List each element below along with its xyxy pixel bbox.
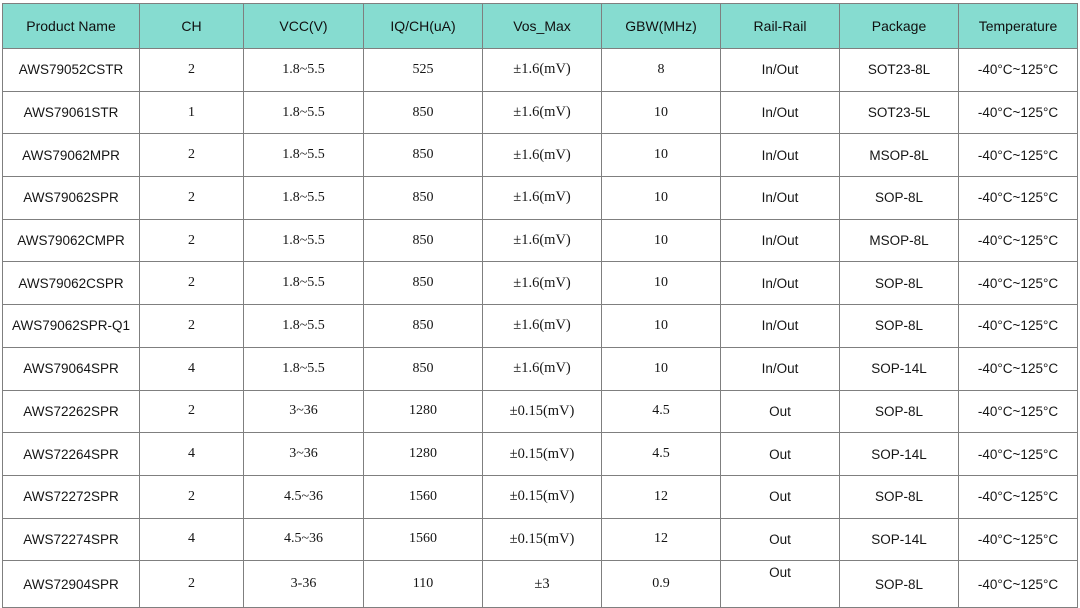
- table-row: [3, 390, 1078, 433]
- cell-vcc: 1.8~5.5: [244, 91, 364, 134]
- cell-gbw: 12: [602, 475, 721, 518]
- column-header-temperature: Temperature: [959, 4, 1078, 49]
- cell-vcc: 1.8~5.5: [244, 177, 364, 220]
- cell-gbw: 10: [602, 91, 721, 134]
- cell-ch: 2: [140, 49, 244, 92]
- cell-temperature: -40°C~125°C: [959, 91, 1078, 134]
- cell-gbw: 10: [602, 305, 721, 348]
- cell-iq-per-ch: 850: [364, 347, 483, 390]
- cell-iq-per-ch: 110: [364, 561, 483, 608]
- cell-package: SOP-14L: [840, 347, 959, 390]
- table-header: [3, 4, 1078, 49]
- cell-temperature: -40°C~125°C: [959, 518, 1078, 561]
- cell-package: SOP-8L: [840, 390, 959, 433]
- cell-vos-max: ±1.6(mV): [483, 134, 602, 177]
- cell-ch: 2: [140, 134, 244, 177]
- cell-product-name: AWS79062CSPR: [3, 262, 140, 305]
- cell-iq-per-ch: 1280: [364, 433, 483, 476]
- cell-vos-max: ±0.15(mV): [483, 475, 602, 518]
- table-row: [3, 475, 1078, 518]
- cell-product-name: AWS79061STR: [3, 91, 140, 134]
- cell-product-name: AWS79064SPR: [3, 347, 140, 390]
- cell-ch: 4: [140, 518, 244, 561]
- cell-iq-per-ch: 850: [364, 219, 483, 262]
- cell-rail-rail: In/Out: [721, 262, 840, 305]
- cell-vos-max: ±1.6(mV): [483, 347, 602, 390]
- table-row: [3, 262, 1078, 305]
- cell-rail-rail: In/Out: [721, 347, 840, 390]
- cell-package: SOT23-8L: [840, 49, 959, 92]
- cell-rail-rail: Out: [721, 390, 840, 433]
- cell-product-name: AWS79062CMPR: [3, 219, 140, 262]
- cell-package: SOT23-5L: [840, 91, 959, 134]
- cell-rail-rail: In/Out: [721, 134, 840, 177]
- cell-gbw: 4.5: [602, 433, 721, 476]
- column-header-gbw: GBW(MHz): [602, 4, 721, 49]
- cell-temperature: -40°C~125°C: [959, 475, 1078, 518]
- cell-ch: 2: [140, 305, 244, 348]
- table-row: [3, 49, 1078, 92]
- cell-rail-rail: In/Out: [721, 305, 840, 348]
- cell-gbw: 10: [602, 347, 721, 390]
- column-header-package: Package: [840, 4, 959, 49]
- cell-temperature: -40°C~125°C: [959, 49, 1078, 92]
- product-table-container: [2, 3, 1077, 608]
- cell-vos-max: ±0.15(mV): [483, 433, 602, 476]
- cell-vcc: 3~36: [244, 433, 364, 476]
- cell-vos-max: ±1.6(mV): [483, 177, 602, 220]
- cell-ch: 2: [140, 475, 244, 518]
- cell-product-name: AWS72904SPR: [3, 561, 140, 608]
- cell-vcc: 4.5~36: [244, 518, 364, 561]
- cell-temperature: -40°C~125°C: [959, 390, 1078, 433]
- cell-product-name: AWS79062SPR: [3, 177, 140, 220]
- cell-temperature: -40°C~125°C: [959, 177, 1078, 220]
- cell-product-name: AWS72262SPR: [3, 390, 140, 433]
- table-row: [3, 134, 1078, 177]
- cell-vcc: 1.8~5.5: [244, 134, 364, 177]
- cell-gbw: 10: [602, 219, 721, 262]
- cell-temperature: -40°C~125°C: [959, 262, 1078, 305]
- column-header-iq-per-ch: IQ/CH(uA): [364, 4, 483, 49]
- cell-vos-max: ±1.6(mV): [483, 219, 602, 262]
- cell-temperature: -40°C~125°C: [959, 433, 1078, 476]
- table-row: [3, 518, 1078, 561]
- cell-product-name: AWS79052CSTR: [3, 49, 140, 92]
- cell-ch: 1: [140, 91, 244, 134]
- cell-gbw: 4.5: [602, 390, 721, 433]
- cell-gbw: 8: [602, 49, 721, 92]
- column-header-product-name: Product Name: [3, 4, 140, 49]
- cell-iq-per-ch: 525: [364, 49, 483, 92]
- cell-ch: 2: [140, 177, 244, 220]
- cell-rail-rail: Out: [721, 561, 840, 608]
- cell-iq-per-ch: 850: [364, 262, 483, 305]
- cell-package: SOP-8L: [840, 305, 959, 348]
- table-body: [3, 49, 1078, 608]
- cell-product-name: AWS79062MPR: [3, 134, 140, 177]
- cell-vos-max: ±1.6(mV): [483, 305, 602, 348]
- cell-iq-per-ch: 850: [364, 305, 483, 348]
- cell-temperature: -40°C~125°C: [959, 561, 1078, 608]
- cell-vcc: 1.8~5.5: [244, 347, 364, 390]
- cell-product-name: AWS72264SPR: [3, 433, 140, 476]
- cell-package: SOP-8L: [840, 177, 959, 220]
- table-row: [3, 91, 1078, 134]
- cell-vos-max: ±3: [483, 561, 602, 608]
- cell-package: SOP-8L: [840, 561, 959, 608]
- table-row: [3, 433, 1078, 476]
- cell-gbw: 0.9: [602, 561, 721, 608]
- cell-product-name: AWS72272SPR: [3, 475, 140, 518]
- cell-iq-per-ch: 1280: [364, 390, 483, 433]
- product-spec-table: [2, 3, 1078, 608]
- cell-iq-per-ch: 850: [364, 91, 483, 134]
- cell-vcc: 4.5~36: [244, 475, 364, 518]
- cell-vos-max: ±1.6(mV): [483, 91, 602, 134]
- cell-vcc: 1.8~5.5: [244, 49, 364, 92]
- column-header-vcc: VCC(V): [244, 4, 364, 49]
- cell-vcc: 1.8~5.5: [244, 305, 364, 348]
- cell-temperature: -40°C~125°C: [959, 347, 1078, 390]
- cell-ch: 2: [140, 390, 244, 433]
- cell-rail-rail: Out: [721, 518, 840, 561]
- column-header-vos-max: Vos_Max: [483, 4, 602, 49]
- cell-temperature: -40°C~125°C: [959, 305, 1078, 348]
- cell-product-name: AWS79062SPR-Q1: [3, 305, 140, 348]
- cell-rail-rail: In/Out: [721, 219, 840, 262]
- cell-vos-max: ±0.15(mV): [483, 390, 602, 433]
- cell-package: MSOP-8L: [840, 219, 959, 262]
- cell-rail-rail: In/Out: [721, 177, 840, 220]
- cell-ch: 2: [140, 219, 244, 262]
- cell-gbw: 12: [602, 518, 721, 561]
- cell-iq-per-ch: 850: [364, 177, 483, 220]
- cell-vos-max: ±1.6(mV): [483, 262, 602, 305]
- header-row: [3, 4, 1078, 49]
- cell-ch: 4: [140, 433, 244, 476]
- table-row: [3, 177, 1078, 220]
- cell-iq-per-ch: 1560: [364, 475, 483, 518]
- cell-gbw: 10: [602, 262, 721, 305]
- cell-temperature: -40°C~125°C: [959, 219, 1078, 262]
- cell-rail-rail: Out: [721, 475, 840, 518]
- column-header-ch: CH: [140, 4, 244, 49]
- cell-product-name: AWS72274SPR: [3, 518, 140, 561]
- cell-ch: 2: [140, 561, 244, 608]
- cell-vos-max: ±1.6(mV): [483, 49, 602, 92]
- cell-iq-per-ch: 1560: [364, 518, 483, 561]
- cell-temperature: -40°C~125°C: [959, 134, 1078, 177]
- cell-rail-rail: In/Out: [721, 91, 840, 134]
- table-row: [3, 347, 1078, 390]
- cell-rail-rail: In/Out: [721, 49, 840, 92]
- column-header-rail-rail: Rail-Rail: [721, 4, 840, 49]
- cell-iq-per-ch: 850: [364, 134, 483, 177]
- cell-vcc: 1.8~5.5: [244, 262, 364, 305]
- cell-package: SOP-14L: [840, 433, 959, 476]
- cell-package: SOP-8L: [840, 262, 959, 305]
- table-row: [3, 219, 1078, 262]
- cell-gbw: 10: [602, 134, 721, 177]
- cell-vcc: 1.8~5.5: [244, 219, 364, 262]
- cell-ch: 2: [140, 262, 244, 305]
- cell-package: SOP-14L: [840, 518, 959, 561]
- table-row: [3, 305, 1078, 348]
- cell-package: SOP-8L: [840, 475, 959, 518]
- cell-vcc: 3~36: [244, 390, 364, 433]
- table-row: [3, 561, 1078, 608]
- cell-vos-max: ±0.15(mV): [483, 518, 602, 561]
- cell-ch: 4: [140, 347, 244, 390]
- cell-vcc: 3-36: [244, 561, 364, 608]
- cell-rail-rail: Out: [721, 433, 840, 476]
- cell-gbw: 10: [602, 177, 721, 220]
- cell-package: MSOP-8L: [840, 134, 959, 177]
